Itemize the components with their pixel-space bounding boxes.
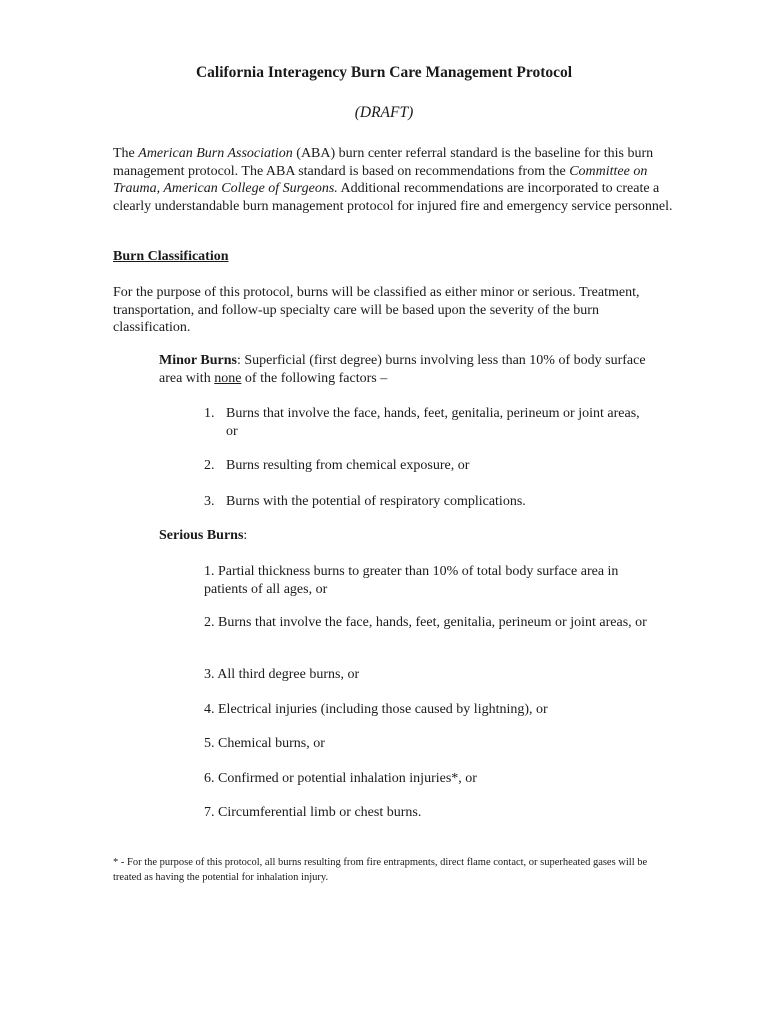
serious-burn-item: 1. Partial thickness burns to greater than 10% of total body surface area in patients of all ages, or <box>204 564 619 597</box>
list-number: 3. <box>204 494 215 509</box>
section-heading-burn-classification: Burn Classification <box>113 249 229 264</box>
serious-burns-label: Serious Burns <box>159 528 244 543</box>
serious-burn-item: 7. Circumferential limb or chest burns. <box>204 805 422 820</box>
aba-name: American Burn Association <box>138 146 293 161</box>
minor-factor-item <box>204 457 644 475</box>
serious-burn-item: 2. Burns that involve the face, hands, feet, genitalia, perineum or joint areas, or <box>204 615 647 630</box>
list-text: Burns with the potential of respiratory complications. <box>226 494 526 509</box>
intro-text-1: The <box>113 146 139 161</box>
draft-label: (DRAFT) <box>354 104 414 121</box>
none-emphasis: none <box>214 370 242 386</box>
serious-burns-colon: : <box>243 528 248 543</box>
classification-paragraph: For the purpose of this protocol, burns will be classified as either minor or serious. Treatment, transportation, and follow-up specialty care will be based upon the severity of the burn classification. <box>113 285 640 336</box>
serious-burn-item: 5. Chemical burns, or <box>204 736 325 751</box>
minor-burns-label: Minor Burns <box>159 353 237 368</box>
footnote: * - For the purpose of this protocol, all burns resulting from fire entrapments, direct flame contact, or superheated gases will be treated as having the potential for inhalation injury. <box>113 857 648 883</box>
minor-burns-text-1: : Superficial (first degree) burns involving less than 10% of body surface area with <box>159 353 646 386</box>
document-title: California Interagency Burn Care Management Protocol <box>195 64 573 81</box>
minor-burns-text-2: of the following factors – <box>241 370 388 386</box>
minor-factor-item <box>204 405 644 440</box>
list-number: 2. <box>204 458 215 473</box>
intro-text-3: Additional recommendations are incorporated to create a clearly understandable burn management protocol for injured fire and emergency service personnel. <box>113 181 673 214</box>
serious-burns-heading <box>159 528 247 544</box>
list-text: Burns resulting from chemical exposure, or <box>226 458 470 473</box>
intro-paragraph <box>113 145 673 215</box>
serious-burn-item: 3. All third degree burns, or <box>204 667 360 682</box>
list-number: 1. <box>204 406 215 421</box>
minor-burns-definition <box>159 352 659 387</box>
serious-burn-item: 4. Electrical injuries (including those caused by lightning), or <box>204 702 548 717</box>
minor-factor-item <box>204 493 644 511</box>
intro-text-2: (ABA) burn center referral standard is the baseline for this burn management protocol. The ABA standard is based on recommendations from the <box>113 146 654 179</box>
list-text: Burns that involve the face, hands, feet, genitalia, perineum or joint areas, or <box>226 406 640 439</box>
committee-name: Committee on Trauma, American College of Surgeons. <box>113 163 648 197</box>
serious-burn-item: 6. Confirmed or potential inhalation injuries*, or <box>204 771 477 786</box>
